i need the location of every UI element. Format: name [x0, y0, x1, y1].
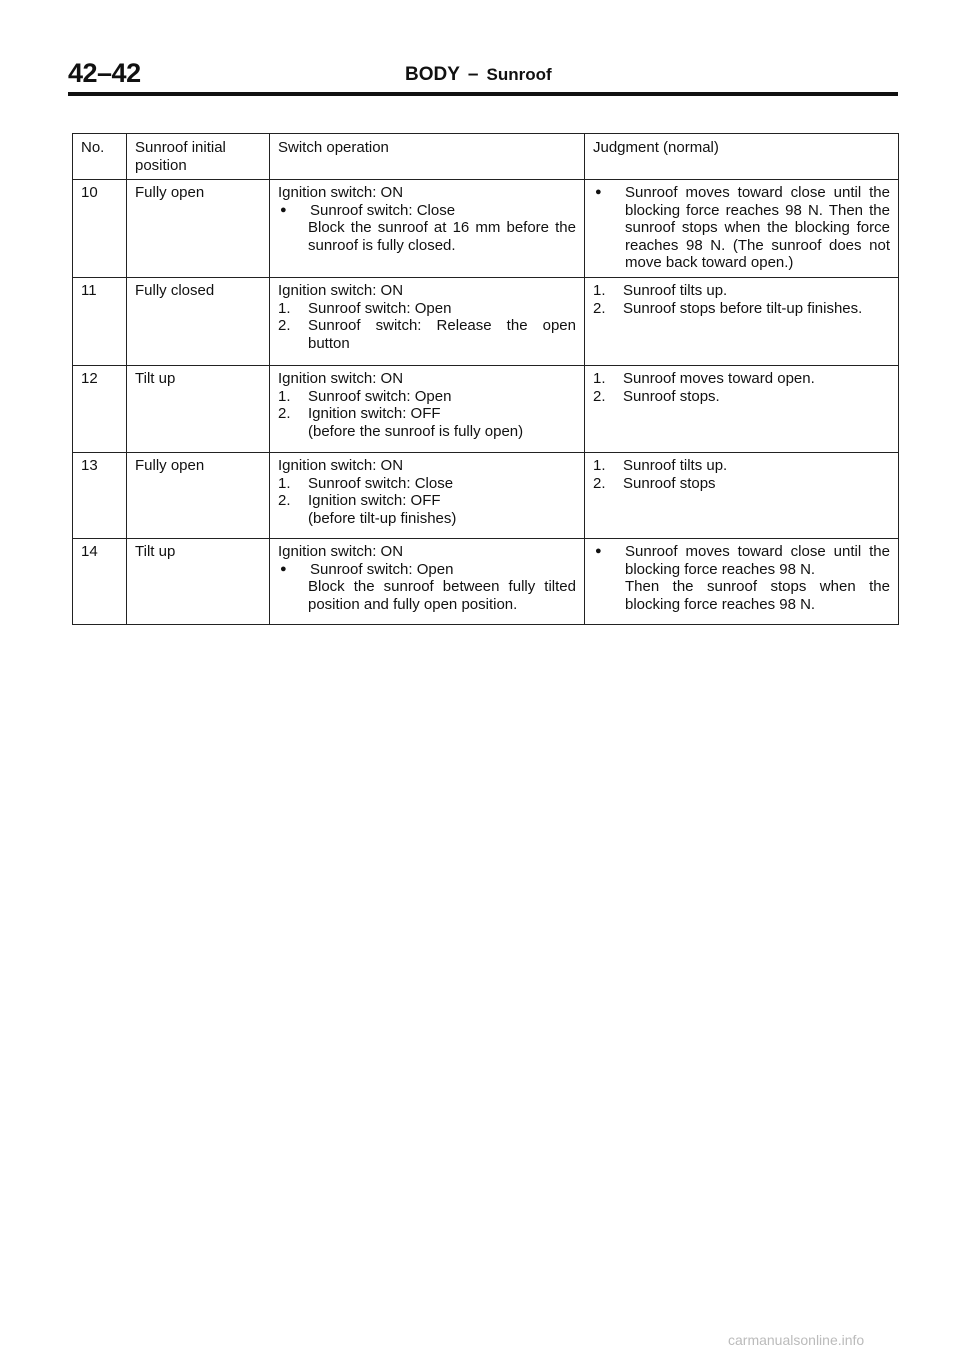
- header-judgment: Judgment (normal): [585, 134, 899, 180]
- operation-line: Ignition switch: ON: [278, 543, 404, 560]
- operation-step: [278, 492, 576, 510]
- judgment-text: Sunroof moves toward close until the blocking force reaches 98 N. Then the sunroof stops when the blocking force reaches 98 N. (The sunroof does not move back toward open.): [625, 184, 890, 271]
- row-number: 14: [73, 539, 127, 625]
- judgment-step: [593, 370, 890, 388]
- judgment-text-continued: Then the sunroof stops when the blocking force reaches 98 N.: [625, 578, 890, 613]
- page-header: [68, 58, 898, 96]
- operation-note: Block the sunroof at 16 mm before the sunroof is fully closed.: [308, 219, 576, 254]
- judgment-item: [593, 543, 890, 613]
- table-row: [73, 539, 899, 625]
- row-initial-position: Tilt up: [127, 366, 270, 453]
- operation-note: Block the sunroof between fully tilted position and fully open position.: [308, 578, 576, 613]
- header-position-line1: Sunroof initial: [135, 139, 226, 156]
- operation-step-text: Ignition switch: OFF: [308, 405, 441, 422]
- bullet-marker: ●: [595, 545, 602, 557]
- operation-line: Ignition switch: ON: [278, 370, 404, 387]
- step-marker: 2.: [278, 492, 291, 509]
- bullet-marker: ●: [595, 186, 602, 198]
- table-row: [73, 453, 899, 539]
- judgment-text-block: [625, 543, 890, 613]
- operation-step-text: Ignition switch: OFF: [308, 492, 441, 509]
- operation-step-text: Sunroof switch: Close: [308, 474, 454, 492]
- row-number: 13: [73, 453, 127, 539]
- judgment-step: [593, 475, 890, 493]
- bullet-marker: ●: [280, 203, 287, 216]
- step-marker: 1.: [278, 474, 291, 492]
- row-switch-operation: [270, 366, 585, 453]
- judgment-step-text: Sunroof moves toward open.: [623, 370, 815, 387]
- operation-item-text: Sunroof switch: Open: [310, 560, 454, 578]
- table-row: [73, 278, 899, 366]
- operation-line: Ignition switch: ON: [278, 184, 404, 201]
- row-switch-operation: [270, 180, 585, 278]
- step-marker: 2.: [593, 299, 606, 317]
- judgment-text: Sunroof moves toward close until the blocking force reaches 98 N.: [625, 543, 890, 578]
- row-initial-position: Fully open: [127, 453, 270, 539]
- judgment-step: [593, 300, 890, 318]
- operation-step: [278, 475, 576, 493]
- operation-step: [278, 405, 576, 423]
- operation-item: [278, 561, 576, 579]
- sunroof-judgment-table: [72, 133, 899, 625]
- row-initial-position: Tilt up: [127, 539, 270, 625]
- judgment-step-text: Sunroof stops: [623, 474, 716, 492]
- bullet-marker: ●: [280, 562, 287, 575]
- operation-note: (before tilt-up finishes): [308, 509, 457, 527]
- step-marker: 1.: [593, 282, 606, 299]
- row-switch-operation: [270, 278, 585, 366]
- judgment-step: [593, 388, 890, 406]
- operation-line: Ignition switch: ON: [278, 282, 404, 299]
- row-judgment: [585, 180, 899, 278]
- operation-step-text: Sunroof switch: Open: [308, 299, 452, 317]
- table-row: [73, 180, 899, 278]
- section-name: BODY: [405, 64, 460, 85]
- row-switch-operation: [270, 539, 585, 625]
- judgment-step: [593, 457, 890, 475]
- operation-step-text: Sunroof switch: Release the open button: [308, 317, 576, 352]
- table-header-row: [73, 134, 899, 180]
- step-marker: 2.: [278, 317, 291, 334]
- row-judgment: [585, 366, 899, 453]
- operation-step: [278, 388, 576, 406]
- title-separator: –: [467, 64, 479, 85]
- step-marker: 2.: [593, 387, 606, 405]
- judgment-step-text: Sunroof tilts up.: [623, 457, 728, 474]
- step-marker: 2.: [278, 405, 291, 422]
- row-switch-operation: [270, 453, 585, 539]
- step-marker: 1.: [593, 370, 606, 387]
- judgment-step-text: Sunroof stops.: [623, 387, 720, 405]
- section-title: [405, 64, 552, 86]
- operation-item: [278, 202, 576, 220]
- row-number: 11: [73, 278, 127, 366]
- judgment-step-text: Sunroof tilts up.: [623, 282, 728, 299]
- page-number: 42–42: [68, 58, 141, 88]
- row-judgment: [585, 453, 899, 539]
- header-initial-position: [127, 134, 270, 180]
- step-marker: 1.: [593, 457, 606, 474]
- judgment-item: [593, 184, 890, 272]
- judgment-step: [593, 282, 890, 300]
- row-judgment: [585, 278, 899, 366]
- row-number: 10: [73, 180, 127, 278]
- row-number: 12: [73, 366, 127, 453]
- operation-step-text: Sunroof switch: Open: [308, 387, 452, 405]
- row-initial-position: Fully open: [127, 180, 270, 278]
- header-switch-operation: Switch operation: [270, 134, 585, 180]
- operation-step: [278, 317, 576, 352]
- header-position-line2: position: [135, 156, 187, 174]
- operation-line: Ignition switch: ON: [278, 457, 404, 474]
- step-marker: 2.: [593, 474, 606, 492]
- operation-step: [278, 300, 576, 318]
- watermark-text: carmanualsonline.info: [728, 1332, 865, 1348]
- header-no: No.: [73, 134, 127, 180]
- judgment-step-text: Sunroof stops before tilt-up finishes.: [623, 299, 863, 317]
- row-initial-position: Fully closed: [127, 278, 270, 366]
- table-row: [73, 366, 899, 453]
- step-marker: 1.: [278, 387, 291, 405]
- subsection-name: Sunroof: [486, 65, 552, 84]
- row-judgment: [585, 539, 899, 625]
- operation-item-text: Sunroof switch: Close: [310, 201, 456, 219]
- operation-note: (before the sunroof is fully open): [308, 422, 524, 440]
- step-marker: 1.: [278, 299, 291, 317]
